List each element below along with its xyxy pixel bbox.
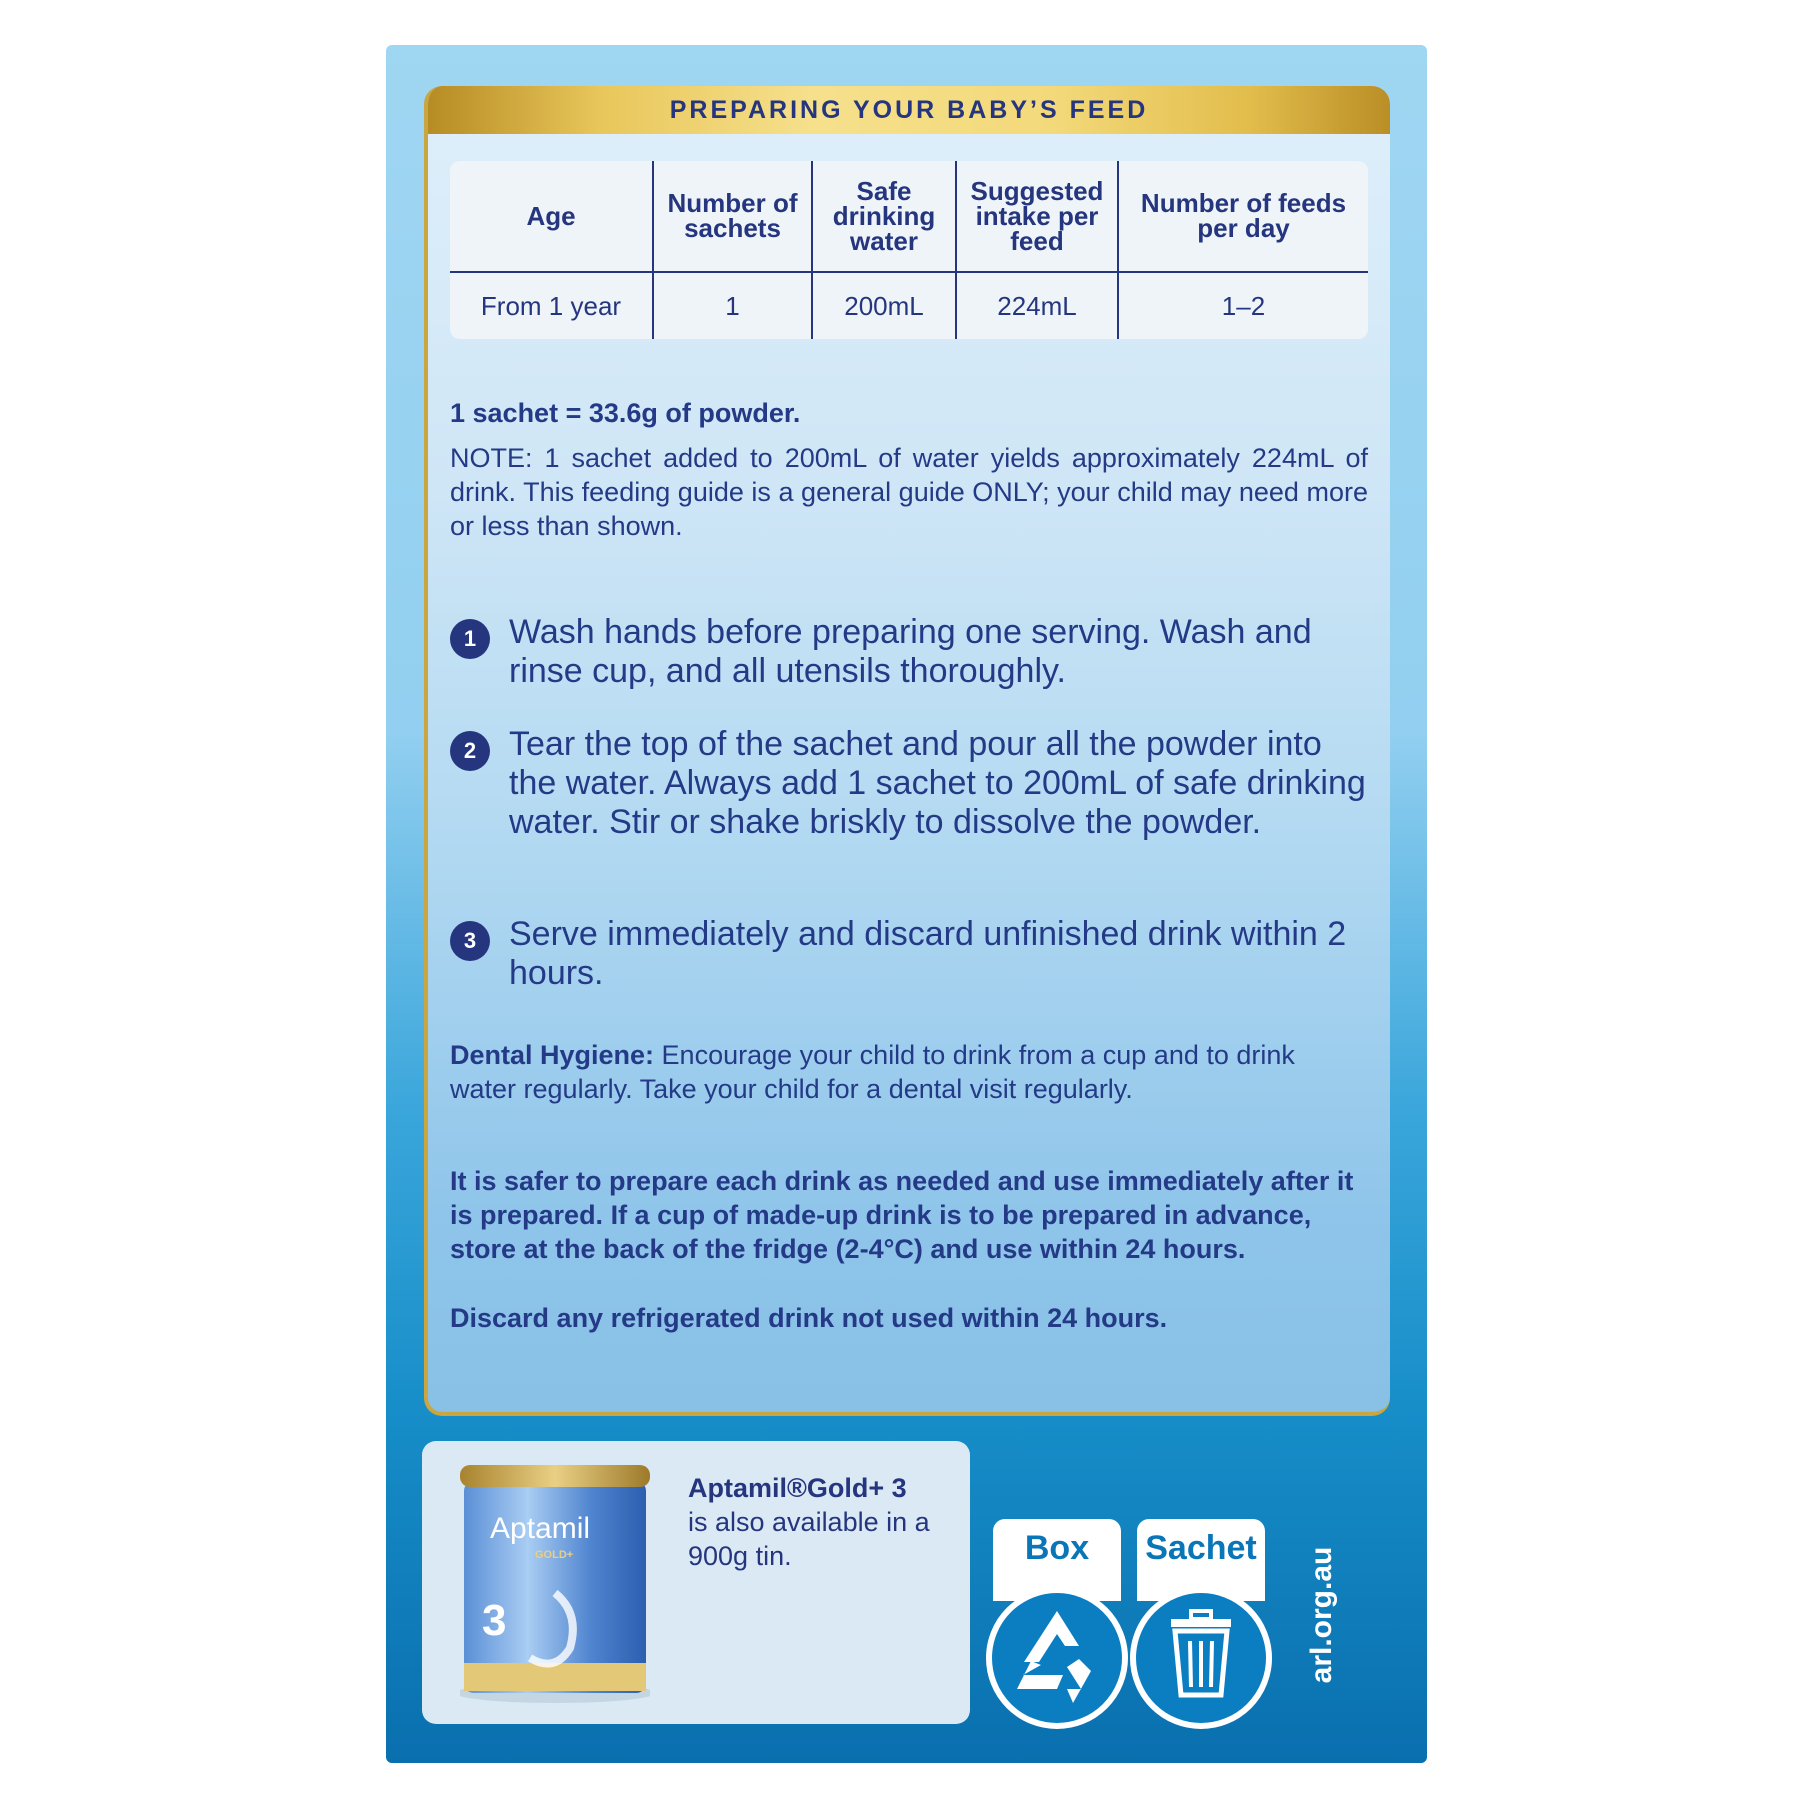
box-label: Box — [1024, 1529, 1090, 1567]
table-cell-intake: 224mL — [956, 272, 1118, 339]
table-cell-feeds: 1–2 — [1221, 290, 1266, 321]
step-1 — [450, 613, 1375, 691]
step-text: Serve immediately and discard unfinished drink within 2 hours. — [509, 915, 1347, 992]
website-text: arl.org.au — [1305, 1546, 1338, 1684]
step-number-badge: 2 — [450, 731, 490, 771]
tin-promo-body: is also available in a 900g tin. — [688, 1507, 930, 1571]
table-row — [450, 272, 1368, 339]
discard-warning: Discard any refrigerated drink not used within 24 hours. — [450, 1303, 1168, 1333]
tin-stage-number: 3 — [482, 1596, 507, 1645]
table-header-water: Safe drinking water — [812, 161, 956, 272]
tin-sub-text: GOLD+ — [535, 1549, 574, 1561]
dental-hygiene-text: Encourage your child to drink from a cup and to drink water regularly. Take your child for a dental visit regularly. — [450, 1040, 1295, 1104]
recycling-label — [979, 1501, 1279, 1741]
feeding-guide-title: PREPARING YOUR BABY’S FEED — [669, 95, 1149, 124]
recycle-icon — [989, 1590, 1125, 1726]
step-number-badge: 3 — [450, 921, 490, 961]
recycling-website — [1303, 1515, 1343, 1715]
sachet-label: Sachet — [1145, 1529, 1257, 1567]
bin-icon — [1133, 1590, 1269, 1726]
step-number-badge: 1 — [450, 619, 490, 659]
gold-header-banner — [424, 86, 1390, 134]
table-cell-sachets: 1 — [653, 272, 812, 339]
table-header-intake: Suggested intake per feed — [956, 161, 1118, 272]
step-text: Wash hands before preparing one serving. Wash and rinse cup, and all utensils thoroughly. — [509, 613, 1312, 690]
yield-note: NOTE: 1 sachet added to 200mL of water yields approximately 224mL of drink. This feeding guide is a general guide ONLY; your child may need more or less than shown. — [450, 443, 1368, 541]
table-cell-water: 200mL — [812, 272, 956, 339]
dental-hygiene-label: Dental Hygiene: — [450, 1040, 655, 1070]
step-text: Tear the top of the sachet and pour all the powder into the water. Always add 1 sachet to 200mL of safe drinking water. Stir or shake briskly to dissolve the powder. — [509, 725, 1366, 841]
table-header-sachets: Number of sachets — [653, 161, 812, 272]
feeding-guide-panel — [424, 86, 1390, 1416]
aptamil-tin-image — [460, 1463, 650, 1705]
table-header-row — [450, 161, 1368, 272]
tin-promo-text — [688, 1471, 958, 1573]
dental-hygiene-note — [450, 1038, 1368, 1106]
sachet-weight-note: 1 sachet = 33.6g of powder. — [450, 398, 801, 428]
tin-promo-title: Aptamil®Gold+ 3 — [688, 1473, 907, 1503]
package-panel — [386, 45, 1427, 1763]
step-2 — [450, 725, 1375, 842]
table-cell-age: From 1 year — [450, 272, 653, 339]
tin-promo-box — [422, 1441, 970, 1724]
table-header-feeds: Number of feeds per day — [1118, 161, 1368, 272]
tin-brand-text: Aptamil — [490, 1512, 591, 1545]
feeding-table — [450, 161, 1368, 339]
storage-warning: It is safer to prepare each drink as needed and use immediately after it is prepared. If a cup of made-up drink is to be prepared in advance, store at the back of the fridge (2-4°C) and use within 24 hours. — [450, 1166, 1354, 1264]
table-header-age: Age — [450, 161, 653, 272]
step-3 — [450, 915, 1375, 993]
